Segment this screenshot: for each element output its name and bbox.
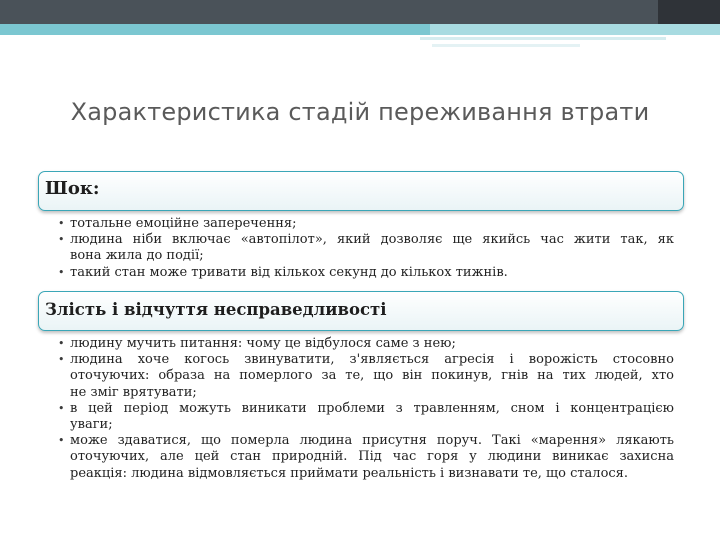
thin-accent-line xyxy=(420,37,666,40)
section-header-shock: Шок: xyxy=(38,171,684,211)
bullet-text-line: оточуючих: образа на померлого за те, що він покинув, гнів на тих людей, хто xyxy=(70,368,674,384)
bullet-icon: • xyxy=(58,353,65,367)
bullet-icon: • xyxy=(58,337,65,350)
bullet-icon: • xyxy=(58,265,65,279)
bullet-text-line: людина хоче когось звинуватити, з'являється агресія і ворожість стосовно xyxy=(70,352,674,368)
bullet-text-line: може здаватися, що померла людина присутня поруч. Такі «марення» лякають xyxy=(70,433,674,449)
list-item xyxy=(56,336,674,352)
bullet-icon: • xyxy=(58,434,65,448)
bullet-text-line: тотальне емоційне заперечення; xyxy=(70,216,297,231)
bullet-text-line: в цей період можуть виникати проблеми з травленням, сном і концентрацією xyxy=(70,400,674,416)
bullet-text-line: такий стан може тривати від кількох секунд до кількох тижнів. xyxy=(70,264,508,280)
teal-accent-bar-light xyxy=(430,24,720,35)
bullet-text-line: вона жила до події; xyxy=(70,248,204,264)
list-item xyxy=(56,216,674,232)
list-item xyxy=(56,352,674,401)
bullet-text-line: реакція: людина відмовляється приймати реальність і визнавати те, що сталося. xyxy=(70,465,629,481)
top-decorative-band xyxy=(0,0,720,24)
teal-accent-bar xyxy=(0,24,720,35)
list-item xyxy=(56,265,674,281)
slide-title: Характеристика стадій переживання втрати xyxy=(70,98,650,126)
bullet-text-line: уваги; xyxy=(70,417,113,433)
band-dark-end xyxy=(658,0,720,24)
thin-accent-line-short xyxy=(432,44,580,47)
list-item xyxy=(56,401,674,433)
bullet-text-line: оточуючих, але цей стан природній. Під час горя у людини виникає захисна xyxy=(70,449,674,465)
bullet-icon: • xyxy=(58,217,65,230)
section-header-anger: Злість і відчуття несправедливості xyxy=(38,291,684,331)
bullet-text-line: не зміг врятувати; xyxy=(70,384,197,400)
bullet-icon: • xyxy=(58,401,65,415)
bullet-text-line: людина ніби включає «автопілот», який дозволяє ще якийсь час жити так, як xyxy=(70,232,674,248)
bullet-icon: • xyxy=(58,233,65,247)
list-item xyxy=(56,232,674,264)
bullet-list-anger xyxy=(56,336,674,482)
bullet-text-line: людину мучить питання: чому це відбулося саме з нею; xyxy=(70,336,456,351)
list-item xyxy=(56,433,674,482)
bullet-list-shock xyxy=(56,216,674,281)
